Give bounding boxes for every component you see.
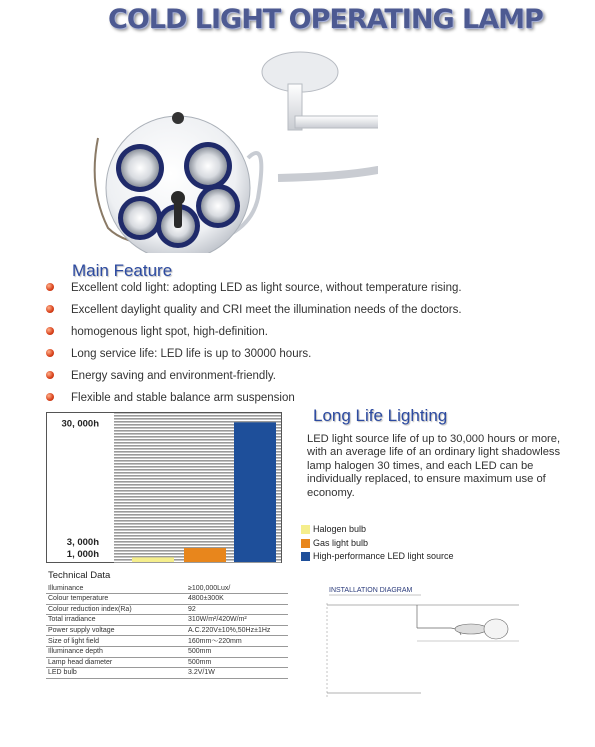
spec-name: Illuminance: [46, 583, 186, 594]
technical-data-table: [46, 583, 288, 679]
chart-bar: [234, 422, 276, 562]
bullet-icon: [46, 393, 54, 401]
lifetime-chart: [46, 412, 282, 564]
bullet-icon: [46, 349, 54, 357]
spec-name: Size of light field: [46, 636, 186, 647]
installation-diagram: [321, 583, 521, 701]
table-row: [46, 625, 288, 636]
spec-name: Colour reduction index(Ra): [46, 604, 186, 615]
spec-name: Lamp head diameter: [46, 657, 186, 668]
feature-item: Long service life: LED life is up to 30000 hours.: [44, 347, 462, 369]
table-row: [46, 583, 288, 594]
spec-value: 160mm～220mm: [186, 636, 288, 647]
spec-name: Total irradiance: [46, 615, 186, 626]
legend-item: Gas light bulb: [301, 538, 454, 552]
technical-data-heading: Technical Data: [48, 570, 111, 581]
bullet-icon: [46, 283, 54, 291]
spec-value: A.C.220V±10%,50Hz±1Hz: [186, 625, 288, 636]
lamp-image: [78, 48, 378, 253]
spec-value: ≥100,000Lux/: [186, 583, 288, 594]
legend-swatch: [301, 525, 310, 534]
feature-item: Energy saving and environment-friendly.: [44, 369, 462, 391]
feature-item: Excellent daylight quality and CRI meet the illumination needs of the doctors.: [44, 303, 462, 325]
spec-value: 3.2V/1W: [186, 668, 288, 679]
diagram-title: INSTALLATION DIAGRAM: [329, 587, 413, 594]
chart-legend: [301, 524, 454, 565]
main-feature-heading: Main Feature: [72, 261, 173, 280]
spec-value: 500mm: [186, 657, 288, 668]
page-title: COLD LIGHT OPERATING LAMP: [108, 4, 543, 35]
spec-name: Power supply voltage: [46, 625, 186, 636]
spec-value: 500mm: [186, 647, 288, 658]
feature-item: homogenous light spot, high-definition.: [44, 325, 462, 347]
y-tick-label: 3, 000h: [66, 537, 99, 548]
table-row: [46, 594, 288, 605]
spec-value: 92: [186, 604, 288, 615]
chart-bar: [184, 548, 226, 562]
spec-name: LED bulb: [46, 668, 186, 679]
bullet-icon: [46, 305, 54, 313]
table-row: [46, 668, 288, 679]
spec-value: 4800±300K: [186, 594, 288, 605]
spec-name: Colour temperature: [46, 594, 186, 605]
table-row: [46, 647, 288, 658]
feature-item: Flexible and stable balance arm suspension: [44, 391, 462, 413]
table-row: [46, 615, 288, 626]
spec-value: 310W/m²/420W/m²: [186, 615, 288, 626]
spec-name: Illuminance depth: [46, 647, 186, 658]
legend-swatch: [301, 552, 310, 561]
table-row: [46, 604, 288, 615]
table-row: [46, 657, 288, 668]
feature-list: [44, 281, 462, 413]
bullet-icon: [46, 371, 54, 379]
table-row: [46, 636, 288, 647]
long-life-description: LED light source life of up to 30,000 hours or more, with an average life of an ordinary light shadowless lamp halogen 30 times, and each LED can be individually replaced, to ensure maximum use of economy.: [307, 433, 561, 499]
feature-item: Excellent cold light: adopting LED as light source, without temperature rising.: [44, 281, 462, 303]
chart-bar: [132, 557, 174, 562]
legend-swatch: [301, 539, 310, 548]
legend-item: Halogen bulb: [301, 524, 454, 538]
bullet-icon: [46, 327, 54, 335]
long-life-heading: Long Life Lighting: [313, 406, 448, 425]
y-tick-label: 1, 000h: [66, 549, 99, 560]
y-tick-label: 30, 000h: [61, 418, 99, 430]
legend-item: High-performance LED light source: [301, 551, 454, 565]
